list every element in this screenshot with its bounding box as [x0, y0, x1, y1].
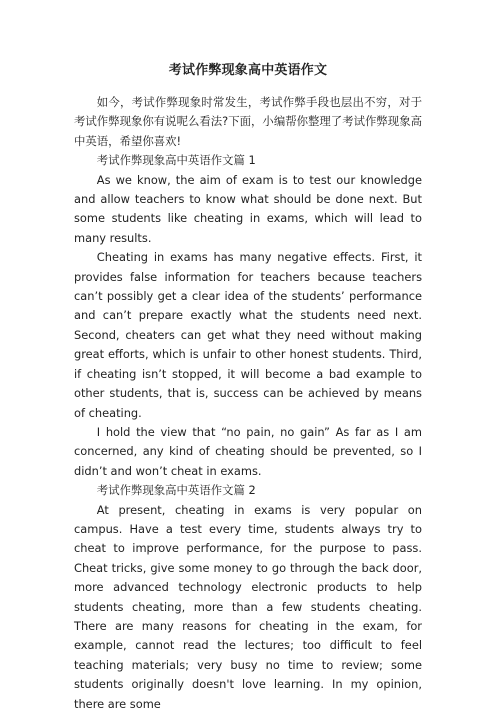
essay-1-paragraph-2: Cheating in exams has many negative effects. First, it provides false information for teachers because teachers can’t possibly get a clear idea of the students’ performance and can’t prepare exactly what the students need next. Second, cheaters can get what they need without making great efforts, which is unfair to other honest students. Third, if cheating isn’t stopped, it will become a bad example to other students, that is, success can be achieved by means of cheating. — [74, 250, 422, 420]
essay-2-paragraph-1: At present, cheating in exams is very popular on campus. Have a test every time, students always try to cheat to improve performance, for the purpose to pass. Cheat tricks, give some money to go through the back door, more advanced technology electronic products to help students cheating, more than a few students cheating. There are many reasons for cheating in the exam, for example, cannot read the lectures; too difficult to feel teaching materials; very busy no time to review; some students originally doesn't love learning. In my opinion, there are some — [74, 502, 422, 711]
essay-2-heading: 考试作弊现象高中英语作文篇 2 — [96, 483, 256, 498]
document-title: 考试作弊现象高中英语作文 — [168, 63, 328, 78]
essay-1-paragraph-3: I hold the view that “no pain, no gain” As far as I am concerned, any kind of cheating should be prevented, so I didn’t and won’t cheat in exams. — [74, 424, 422, 478]
essay-1-paragraph-1: As we know, the aim of exam is to test our knowledge and allow teachers to know what should be done next. But some students like cheating in exams, which will lead to many results. — [74, 172, 422, 245]
essay-1-heading: 考试作弊现象高中英语作文篇 1 — [96, 153, 256, 168]
intro-paragraph: 如今，考试作弊现象时常发生，考试作弊手段也层出不穷，对于考试作弊现象你有说呢么看法?下面，小编帮你整理了考试作弊现象高中英语，希望你喜欢! — [74, 95, 422, 148]
